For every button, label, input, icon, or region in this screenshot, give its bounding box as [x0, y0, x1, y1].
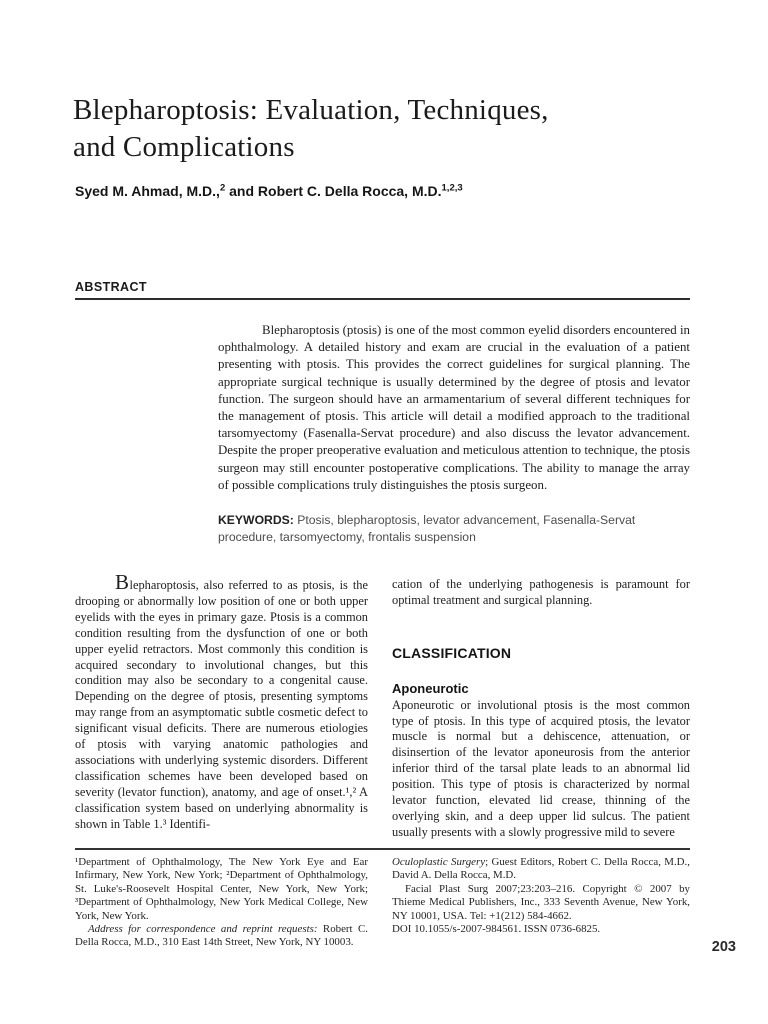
- footnote-left: [75, 856, 368, 950]
- keywords-list: Ptosis, blepharoptosis, levator advancement, Fasenalla-Servat procedure, tarsomyectomy, frontalis suspension: [218, 513, 636, 544]
- author-byline: [75, 183, 690, 199]
- page-number: 203: [711, 939, 736, 955]
- footnote-affiliations: ¹Department of Ophthalmology, The New York Eye and Ear Infirmary, New York, New York; ²Department of Ophthalmology, St. Luke's-Roosevelt Hospital Center, New York, New York; ³Department of Ophthalmology, New York Medical College, New York, New York.: [75, 856, 368, 922]
- keywords-label: KEYWORDS:: [218, 513, 294, 528]
- footnote-journal-line: [392, 856, 690, 883]
- author-1: Syed M. Ahmad, M.D.,: [75, 183, 220, 199]
- abstract-text: Blepharoptosis (ptosis) is one of the most common eyelid disorders encountered in ophthalmology. A detailed history and exam are crucial in the evaluation of a patient presenting with ptosis. This provides the correct guidelines for surgical planning. The appropriate surgical technique is usually determined by the degree of ptosis and levator function. The surgeon should have an armamentarium of several different techniques for the management of ptosis. This article will detail a modified approach to the traditional tarsomyectomy (Fasenalla-Servat procedure) and also discuss the levator advancement. Despite the proper preoperative evaluation and meticulous attention to technique, the ptosis surgeon may still encounter postoperative complications. The ability to manage the array of possible complications truly distinguishes the ptosis surgeon.: [218, 322, 690, 492]
- footnote-journal-editors: ; Guest Editors, Robert C. Della Rocca, M.D., David A. Della Rocca, M.D.: [392, 856, 690, 882]
- author-2-affiliation-sup: 1,2,3: [441, 182, 463, 194]
- keywords-block: [218, 512, 690, 546]
- footnote-right: [392, 856, 690, 936]
- footnote-doi: DOI 10.1055/s-2007-984561. ISSN 0736-6825.: [392, 923, 601, 936]
- classification-section-heading: CLASSIFICATION: [392, 644, 512, 661]
- intro-paragraph-text: lepharoptosis, also referred to as ptosis, is the drooping or abnormally low position of one or both upper eyelids with the eyes in primary gaze. Ptosis is a common condition resulting from the dysfunction of one or both upper eyelid retractors. Most commonly this condition is acquired secondary to involutional changes, but this condition may also be secondary to a congenital cause. Depending on the degree of ptosis, presenting symptoms may range from an asymptomatic subtle cosmetic defect to significant visual deficits. There are numerous etiologies of ptosis with varying anatomic pathologies and associations with underlying systemic disorders. Different classification schemes have been developed based on severity (levator function), anatomy, and age of onset.¹,² A classification system based on underlying abnormality is shown in Table 1.³ Identifi-: [75, 578, 368, 831]
- footnote-correspondence: [75, 923, 368, 950]
- footnote-correspondence-label: Address for correspondence and reprint requests:: [88, 923, 318, 936]
- author-2: and Robert C. Della Rocca, M.D.: [225, 183, 442, 199]
- page-title: [73, 92, 693, 166]
- intro-initial-cap: B: [115, 570, 130, 594]
- aponeurotic-subheading: Aponeurotic: [392, 680, 469, 696]
- footnote-citation: Facial Plast Surg 2007;23:203–216. Copyright © 2007 by Thieme Medical Publishers, Inc., 333 Seventh Avenue, New York, NY 10001, USA. Tel: +1(212) 584-4662.: [392, 882, 690, 922]
- aponeurotic-paragraph: Aponeurotic or involutional ptosis is the most common type of ptosis. In this type of acquired ptosis, the levator muscle is normal but a dehiscence, attenuation, or disinsertion of the levator aponeurosis from the anterior inferior third of the tarsal plate leads to an abnormal lid position. This type of ptosis is characterized by normal levator function, elevated lid crease, thinning of the overlying skin, and a deep upper lid sulcus. The patient usually presents with a slowly progressive mild to severe: [392, 697, 690, 839]
- intro-paragraph-continuation: cation of the underlying pathogenesis is paramount for optimal treatment and surgical planning.: [392, 577, 690, 607]
- page-title-line2: and Complications: [73, 131, 295, 163]
- footnote-correspondence-text: Robert C. Della Rocca, M.D., 310 East 14th Street, New York, NY 10003.: [75, 923, 368, 949]
- intro-paragraph: [75, 570, 368, 833]
- abstract-divider-rule: [75, 298, 690, 300]
- author-1-affiliation-sup: 2: [219, 182, 226, 194]
- footnote-divider-rule: [75, 848, 690, 850]
- footnote-journal-title: Oculoplastic Surgery: [392, 856, 486, 868]
- page-title-line1: Blepharoptosis: Evaluation, Techniques,: [73, 94, 549, 126]
- body-column-right: [392, 577, 690, 841]
- body-column-left: [75, 570, 368, 833]
- abstract-heading: ABSTRACT: [75, 280, 147, 294]
